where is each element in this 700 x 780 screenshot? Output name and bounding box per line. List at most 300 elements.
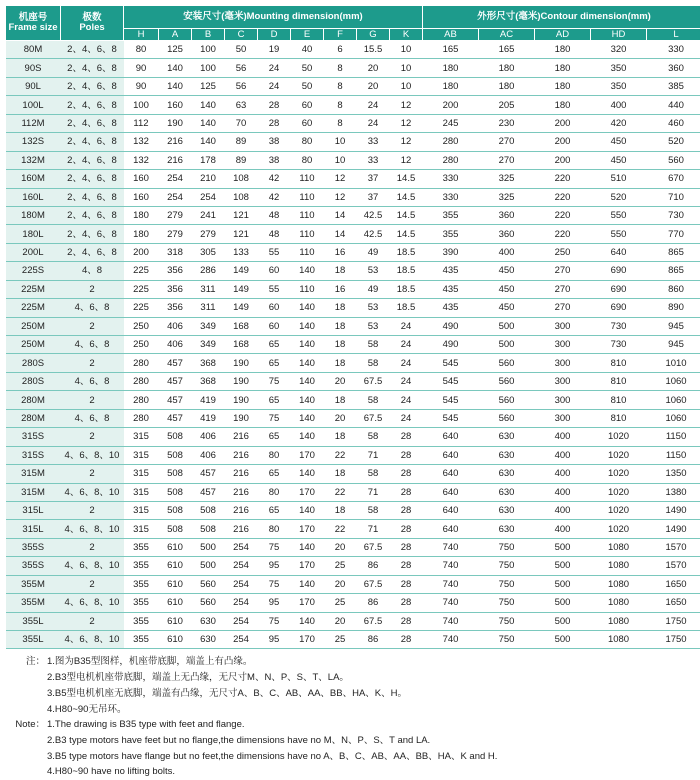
dimension-cell: 80 bbox=[258, 483, 291, 501]
frame-size-cell: 355L bbox=[6, 631, 61, 649]
note-en-text: 1.The drawing is B35 type with feet and flange. bbox=[45, 717, 245, 733]
dimension-cell: 300 bbox=[535, 317, 591, 335]
dimension-cell: 508 bbox=[159, 483, 192, 501]
dimension-cell: 250 bbox=[535, 243, 591, 261]
note-cn-label: 注： bbox=[5, 654, 45, 670]
dimension-cell: 100 bbox=[192, 41, 225, 59]
dimension-cell: 140 bbox=[159, 59, 192, 77]
table-row bbox=[6, 77, 700, 95]
dimension-cell: 24 bbox=[390, 372, 423, 390]
poles-cell: 2、4、6、8 bbox=[61, 188, 124, 206]
dimension-cell: 610 bbox=[159, 575, 192, 593]
notes-english bbox=[5, 717, 695, 780]
dimension-cell: 1020 bbox=[591, 428, 647, 446]
note-en-label bbox=[5, 733, 45, 749]
header-poles-en: Poles bbox=[61, 23, 123, 33]
dimension-cell: 545 bbox=[423, 354, 479, 372]
frame-size-cell: 355M bbox=[6, 594, 61, 612]
dimension-cell: 216 bbox=[225, 446, 258, 464]
dimension-cell: 406 bbox=[159, 317, 192, 335]
dimension-cell: 254 bbox=[225, 557, 258, 575]
dimension-cell: 180 bbox=[423, 59, 479, 77]
dimension-cell: 18 bbox=[324, 336, 357, 354]
dimension-cell: 180 bbox=[124, 206, 159, 224]
table-row bbox=[6, 299, 700, 317]
dimension-cell: 110 bbox=[291, 188, 324, 206]
dimension-cell: 49 bbox=[357, 280, 390, 298]
dimension-cell: 270 bbox=[535, 262, 591, 280]
header-col-b: B bbox=[192, 29, 225, 41]
dimension-cell: 545 bbox=[423, 391, 479, 409]
dimension-cell: 508 bbox=[159, 520, 192, 538]
dimension-cell: 640 bbox=[423, 520, 479, 538]
dimension-cell: 254 bbox=[225, 631, 258, 649]
dimension-cell: 25 bbox=[324, 631, 357, 649]
frame-size-cell: 100L bbox=[6, 96, 61, 114]
dimension-cell: 95 bbox=[258, 557, 291, 575]
dimension-cell: 610 bbox=[159, 557, 192, 575]
dimension-cell: 450 bbox=[591, 133, 647, 151]
dimension-cell: 610 bbox=[159, 538, 192, 556]
dimension-cell: 140 bbox=[192, 96, 225, 114]
poles-cell: 2、4、6、8 bbox=[61, 170, 124, 188]
dimension-cell: 48 bbox=[258, 225, 291, 243]
dimension-cell: 1060 bbox=[647, 391, 700, 409]
header-contour-dimension: 外形尺寸(毫米)Contour dimension(mm) bbox=[423, 6, 700, 29]
dimension-cell: 12 bbox=[324, 188, 357, 206]
dimension-cell: 1350 bbox=[647, 465, 700, 483]
dimension-cell: 1060 bbox=[647, 409, 700, 427]
dimension-cell: 350 bbox=[591, 59, 647, 77]
dimension-cell: 65 bbox=[258, 501, 291, 519]
dimension-cell: 305 bbox=[192, 243, 225, 261]
frame-size-cell: 315M bbox=[6, 483, 61, 501]
dimension-cell: 49 bbox=[357, 243, 390, 261]
table-row bbox=[6, 465, 700, 483]
dimension-cell: 63 bbox=[225, 96, 258, 114]
dimension-cell: 180 bbox=[535, 41, 591, 59]
header-col-hd: HD bbox=[591, 29, 647, 41]
dimension-cell: 750 bbox=[479, 538, 535, 556]
dimension-cell: 50 bbox=[291, 77, 324, 95]
frame-size-cell: 250M bbox=[6, 317, 61, 335]
dimension-cell: 640 bbox=[423, 501, 479, 519]
dimension-cell: 140 bbox=[291, 354, 324, 372]
dimension-cell: 270 bbox=[479, 151, 535, 169]
dimension-cell: 180 bbox=[535, 77, 591, 95]
dimension-cell: 360 bbox=[479, 225, 535, 243]
dimension-cell: 1750 bbox=[647, 631, 700, 649]
dimension-cell: 28 bbox=[390, 428, 423, 446]
dimension-cell: 22 bbox=[324, 483, 357, 501]
dimension-cell: 90 bbox=[124, 77, 159, 95]
poles-cell: 4、6、8、10 bbox=[61, 557, 124, 575]
dimension-cell: 14.5 bbox=[390, 206, 423, 224]
dimension-cell: 350 bbox=[591, 77, 647, 95]
dimension-cell: 315 bbox=[124, 465, 159, 483]
table-row bbox=[6, 354, 700, 372]
dimension-cell: 140 bbox=[291, 299, 324, 317]
dimension-cell: 325 bbox=[479, 188, 535, 206]
dimension-cell: 457 bbox=[159, 372, 192, 390]
dimension-cell: 60 bbox=[258, 262, 291, 280]
poles-cell: 2、4、6、8 bbox=[61, 133, 124, 151]
dimension-cell: 435 bbox=[423, 262, 479, 280]
table-row bbox=[6, 336, 700, 354]
dimension-cell: 325 bbox=[479, 170, 535, 188]
table-row bbox=[6, 280, 700, 298]
dimension-cell: 18 bbox=[324, 391, 357, 409]
dimension-cell: 1020 bbox=[591, 483, 647, 501]
poles-cell: 2、4、6、8 bbox=[61, 59, 124, 77]
dimension-cell: 55 bbox=[258, 243, 291, 261]
dimension-cell: 610 bbox=[159, 631, 192, 649]
dimension-cell: 65 bbox=[258, 428, 291, 446]
dimension-cell: 180 bbox=[479, 59, 535, 77]
dimension-cell: 220 bbox=[535, 225, 591, 243]
frame-size-cell: 90L bbox=[6, 77, 61, 95]
note-en-text: 4.H80~90 have no lifting bolts. bbox=[45, 764, 175, 780]
note-en-text: 3.B5 type motors have flange but no feet,the dimensions have no A、B、C、AB、AA、BB、HA、K and H. bbox=[45, 749, 497, 765]
dimension-cell: 37 bbox=[357, 170, 390, 188]
dimension-cell: 545 bbox=[423, 372, 479, 390]
dimension-cell: 810 bbox=[591, 354, 647, 372]
header-col-k: K bbox=[390, 29, 423, 41]
poles-cell: 4、6、8、10 bbox=[61, 594, 124, 612]
table-row bbox=[6, 96, 700, 114]
dimension-cell: 53 bbox=[357, 262, 390, 280]
dimension-cell: 1650 bbox=[647, 594, 700, 612]
dimension-cell: 86 bbox=[357, 557, 390, 575]
dimension-cell: 24 bbox=[258, 59, 291, 77]
dimension-cell: 180 bbox=[479, 77, 535, 95]
table-row bbox=[6, 133, 700, 151]
frame-size-cell: 315L bbox=[6, 501, 61, 519]
dimension-cell: 355 bbox=[124, 631, 159, 649]
dimension-cell: 80 bbox=[124, 41, 159, 59]
dimension-cell: 20 bbox=[324, 575, 357, 593]
frame-size-cell: 90S bbox=[6, 59, 61, 77]
dimension-cell: 630 bbox=[479, 520, 535, 538]
dimension-cell: 750 bbox=[479, 631, 535, 649]
dimension-cell: 450 bbox=[479, 262, 535, 280]
dimension-cell: 690 bbox=[591, 299, 647, 317]
dimension-cell: 330 bbox=[423, 170, 479, 188]
dimension-cell: 220 bbox=[535, 206, 591, 224]
frame-size-cell: 132M bbox=[6, 151, 61, 169]
dimension-cell: 318 bbox=[159, 243, 192, 261]
dimension-cell: 8 bbox=[324, 96, 357, 114]
dimension-cell: 28 bbox=[390, 631, 423, 649]
poles-cell: 2 bbox=[61, 317, 124, 335]
dimension-cell: 140 bbox=[192, 114, 225, 132]
dimension-cell: 750 bbox=[479, 575, 535, 593]
dimension-cell: 170 bbox=[291, 557, 324, 575]
dimension-cell: 254 bbox=[225, 594, 258, 612]
dimension-cell: 280 bbox=[124, 391, 159, 409]
dimension-cell: 15.5 bbox=[357, 41, 390, 59]
dimension-cell: 20 bbox=[324, 612, 357, 630]
dimension-cell: 640 bbox=[423, 483, 479, 501]
dimension-cell: 149 bbox=[225, 262, 258, 280]
dimension-cell: 286 bbox=[192, 262, 225, 280]
note-cn-item bbox=[5, 654, 695, 670]
dimension-cell: 38 bbox=[258, 151, 291, 169]
dimension-cell: 500 bbox=[535, 538, 591, 556]
dimension-cell: 216 bbox=[225, 483, 258, 501]
dimension-cell: 110 bbox=[291, 243, 324, 261]
dimension-cell: 28 bbox=[390, 538, 423, 556]
dimension-cell: 60 bbox=[291, 96, 324, 114]
dimension-cell: 315 bbox=[124, 428, 159, 446]
dimension-cell: 12 bbox=[390, 114, 423, 132]
dimension-cell: 149 bbox=[225, 280, 258, 298]
note-en-item bbox=[5, 717, 695, 733]
dimension-cell: 254 bbox=[159, 170, 192, 188]
dimension-cell: 140 bbox=[291, 262, 324, 280]
dimension-cell: 42 bbox=[258, 188, 291, 206]
dimension-cell: 125 bbox=[159, 41, 192, 59]
dimension-cell: 220 bbox=[535, 188, 591, 206]
dimension-cell: 18 bbox=[324, 465, 357, 483]
poles-cell: 2 bbox=[61, 612, 124, 630]
dimension-cell: 1020 bbox=[591, 520, 647, 538]
dimension-cell: 279 bbox=[159, 206, 192, 224]
dimension-cell: 18 bbox=[324, 501, 357, 519]
note-cn-label bbox=[5, 686, 45, 702]
dimension-cell: 457 bbox=[192, 483, 225, 501]
dimension-cell: 440 bbox=[647, 96, 700, 114]
poles-cell: 4、6、8 bbox=[61, 299, 124, 317]
dimension-cell: 630 bbox=[479, 446, 535, 464]
dimension-cell: 230 bbox=[479, 114, 535, 132]
dimension-cell: 170 bbox=[291, 631, 324, 649]
dimension-cell: 121 bbox=[225, 206, 258, 224]
page bbox=[5, 5, 695, 780]
table-row bbox=[6, 428, 700, 446]
notes-chinese bbox=[5, 654, 695, 717]
dimension-cell: 133 bbox=[225, 243, 258, 261]
dimension-cell: 71 bbox=[357, 483, 390, 501]
dimension-cell: 216 bbox=[225, 428, 258, 446]
dimension-cell: 67.5 bbox=[357, 575, 390, 593]
dimension-cell: 400 bbox=[535, 501, 591, 519]
poles-cell: 2 bbox=[61, 428, 124, 446]
table-row bbox=[6, 520, 700, 538]
table-row bbox=[6, 538, 700, 556]
note-en-label: Note： bbox=[5, 717, 45, 733]
note-cn-text: 4.H80~90无吊环。 bbox=[45, 702, 126, 718]
dimension-cell: 315 bbox=[124, 520, 159, 538]
dimension-cell: 216 bbox=[225, 501, 258, 519]
dimension-cell: 1380 bbox=[647, 483, 700, 501]
dimension-cell: 508 bbox=[159, 465, 192, 483]
table-row bbox=[6, 557, 700, 575]
dimension-cell: 210 bbox=[192, 170, 225, 188]
dimension-cell: 640 bbox=[423, 465, 479, 483]
table-row bbox=[6, 262, 700, 280]
dimension-cell: 18.5 bbox=[390, 280, 423, 298]
poles-cell: 4、6、8 bbox=[61, 372, 124, 390]
dimension-cell: 19 bbox=[258, 41, 291, 59]
dimension-cell: 400 bbox=[535, 520, 591, 538]
dimension-cell: 8 bbox=[324, 77, 357, 95]
dimension-cell: 42.5 bbox=[357, 206, 390, 224]
frame-size-cell: 112M bbox=[6, 114, 61, 132]
header-col-l: L bbox=[647, 29, 700, 41]
dimension-cell: 12 bbox=[390, 151, 423, 169]
dimension-cell: 110 bbox=[291, 170, 324, 188]
dimension-cell: 140 bbox=[159, 77, 192, 95]
poles-cell: 4、6、8、10 bbox=[61, 446, 124, 464]
dimension-cell: 58 bbox=[357, 391, 390, 409]
dimension-cell: 1490 bbox=[647, 501, 700, 519]
dimension-cell: 28 bbox=[390, 612, 423, 630]
dimension-cell: 630 bbox=[479, 428, 535, 446]
dimension-cell: 560 bbox=[192, 575, 225, 593]
table-row bbox=[6, 151, 700, 169]
dimension-cell: 28 bbox=[390, 465, 423, 483]
dimension-cell: 450 bbox=[591, 151, 647, 169]
dimension-cell: 125 bbox=[192, 77, 225, 95]
dimension-cell: 140 bbox=[291, 501, 324, 519]
note-cn-text: 2.B3型电机机座带底脚，端盖上无凸缘，无尺寸M、N、P、S、T、LA。 bbox=[45, 670, 349, 686]
dimension-cell: 280 bbox=[423, 151, 479, 169]
dimension-cell: 355 bbox=[124, 575, 159, 593]
dimension-cell: 50 bbox=[225, 41, 258, 59]
poles-cell: 4、6、8 bbox=[61, 336, 124, 354]
dimension-cell: 355 bbox=[423, 225, 479, 243]
dimension-cell: 112 bbox=[124, 114, 159, 132]
dimension-cell: 750 bbox=[479, 612, 535, 630]
dimension-cell: 311 bbox=[192, 280, 225, 298]
dimension-cell: 810 bbox=[591, 391, 647, 409]
dimension-cell: 190 bbox=[225, 354, 258, 372]
table-row bbox=[6, 225, 700, 243]
dimension-cell: 200 bbox=[423, 96, 479, 114]
dimension-cell: 500 bbox=[479, 317, 535, 335]
note-en-item bbox=[5, 733, 695, 749]
frame-size-cell: 315S bbox=[6, 428, 61, 446]
dimension-cell: 330 bbox=[647, 41, 700, 59]
dimension-cell: 33 bbox=[357, 151, 390, 169]
dimension-cell: 60 bbox=[258, 299, 291, 317]
dimension-cell: 1020 bbox=[591, 465, 647, 483]
dimension-cell: 460 bbox=[647, 114, 700, 132]
dimension-cell: 168 bbox=[225, 336, 258, 354]
dimension-cell: 89 bbox=[225, 151, 258, 169]
dimension-cell: 216 bbox=[225, 465, 258, 483]
dimension-cell: 18 bbox=[324, 354, 357, 372]
dimension-cell: 1150 bbox=[647, 446, 700, 464]
dimension-cell: 300 bbox=[535, 336, 591, 354]
frame-size-cell: 225M bbox=[6, 280, 61, 298]
dimension-cell: 368 bbox=[192, 372, 225, 390]
dimension-cell: 490 bbox=[423, 336, 479, 354]
frame-size-cell: 280S bbox=[6, 372, 61, 390]
dimension-cell: 165 bbox=[479, 41, 535, 59]
dimension-cell: 710 bbox=[647, 188, 700, 206]
dimension-cell: 450 bbox=[479, 280, 535, 298]
poles-cell: 4、6、8 bbox=[61, 409, 124, 427]
dimension-cell: 500 bbox=[535, 557, 591, 575]
dimension-cell: 28 bbox=[390, 594, 423, 612]
dimension-cell: 280 bbox=[124, 354, 159, 372]
dimension-cell: 520 bbox=[647, 133, 700, 151]
header-poles-cn: 极数 bbox=[61, 13, 123, 23]
dimension-cell: 457 bbox=[159, 409, 192, 427]
dimension-cell: 1570 bbox=[647, 557, 700, 575]
frame-size-cell: 355L bbox=[6, 612, 61, 630]
dimension-cell: 18.5 bbox=[390, 299, 423, 317]
dimension-cell: 8 bbox=[324, 59, 357, 77]
dimension-cell: 630 bbox=[479, 465, 535, 483]
dimension-cell: 190 bbox=[225, 391, 258, 409]
dimension-cell: 37 bbox=[357, 188, 390, 206]
dimension-cell: 349 bbox=[192, 317, 225, 335]
dimension-cell: 630 bbox=[192, 612, 225, 630]
dimension-cell: 640 bbox=[423, 428, 479, 446]
poles-cell: 4、6、8、10 bbox=[61, 631, 124, 649]
dimension-cell: 95 bbox=[258, 631, 291, 649]
dimension-cell: 400 bbox=[479, 243, 535, 261]
frame-size-cell: 280S bbox=[6, 354, 61, 372]
dimension-cell: 730 bbox=[591, 336, 647, 354]
dimension-cell: 508 bbox=[192, 501, 225, 519]
dimension-cell: 40 bbox=[291, 41, 324, 59]
dimension-cell: 12 bbox=[324, 170, 357, 188]
dimension-cell: 254 bbox=[225, 612, 258, 630]
poles-cell: 2、4、6、8 bbox=[61, 41, 124, 59]
dimension-cell: 200 bbox=[535, 133, 591, 151]
dimension-cell: 457 bbox=[159, 391, 192, 409]
frame-size-cell: 315L bbox=[6, 520, 61, 538]
dimension-cell: 75 bbox=[258, 538, 291, 556]
dimension-cell: 28 bbox=[390, 483, 423, 501]
dimension-cell: 300 bbox=[535, 372, 591, 390]
frame-size-cell: 315S bbox=[6, 446, 61, 464]
dimension-cell: 24 bbox=[357, 114, 390, 132]
dimension-cell: 20 bbox=[324, 409, 357, 427]
header-col-e: E bbox=[291, 29, 324, 41]
dimension-cell: 180 bbox=[535, 96, 591, 114]
dimension-cell: 170 bbox=[291, 483, 324, 501]
note-cn-text: 1.图为B35型图样，机座带底脚，端盖上有凸缘。 bbox=[45, 654, 252, 670]
dimension-cell: 20 bbox=[324, 538, 357, 556]
dimension-cell: 279 bbox=[159, 225, 192, 243]
dimension-cell: 419 bbox=[192, 391, 225, 409]
dimension-cell: 80 bbox=[291, 133, 324, 151]
dimension-cell: 140 bbox=[291, 465, 324, 483]
dimension-cell: 178 bbox=[192, 151, 225, 169]
table-row bbox=[6, 483, 700, 501]
dimension-cell: 28 bbox=[390, 575, 423, 593]
poles-cell: 2 bbox=[61, 538, 124, 556]
dimension-cell: 18.5 bbox=[390, 243, 423, 261]
dimension-cell: 225 bbox=[124, 299, 159, 317]
dimension-cell: 945 bbox=[647, 336, 700, 354]
table-row bbox=[6, 575, 700, 593]
dimension-cell: 190 bbox=[159, 114, 192, 132]
dimension-cell: 140 bbox=[291, 538, 324, 556]
dimension-cell: 890 bbox=[647, 299, 700, 317]
note-en-item bbox=[5, 749, 695, 765]
dimension-cell: 16 bbox=[324, 243, 357, 261]
dimension-cell: 740 bbox=[423, 557, 479, 575]
dimension-cell: 550 bbox=[591, 225, 647, 243]
table-row bbox=[6, 41, 700, 59]
dimension-cell: 280 bbox=[423, 133, 479, 151]
